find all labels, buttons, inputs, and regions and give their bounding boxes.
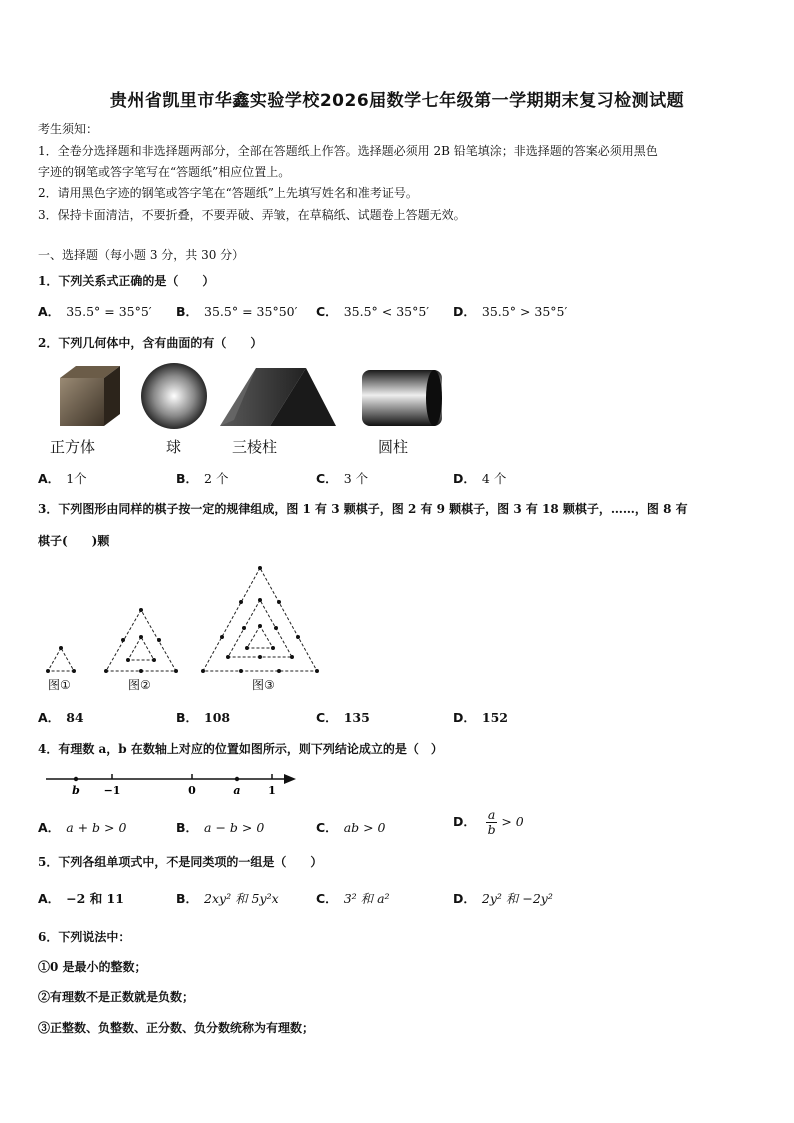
- q6-item-3: ③正整数、负整数、正分数、负分数统称为有理数；: [38, 1021, 315, 1035]
- figure-label-2: 图②: [128, 678, 151, 692]
- q2-option-c: C． 3 个: [316, 471, 369, 486]
- sphere-shape: [141, 363, 207, 429]
- shape-label-sphere: 球: [166, 438, 182, 456]
- q5-option-c: C． 3² 和 a²: [316, 891, 390, 906]
- q2-stem: 2．下列几何体中，含有曲面的有（ ）: [38, 336, 263, 350]
- q2-option-b: B． 2 个: [176, 471, 229, 486]
- solids-figure: [44, 360, 454, 435]
- q1-stem: 1．下列关系式正确的是（ ）: [38, 274, 215, 288]
- fraction-a-over-b: $\frac{a}{b}$: [487, 807, 496, 837]
- q5-stem: 5．下列各组单项式中，不是同类项的一组是（ ）: [38, 855, 323, 869]
- q2-option-d: D． 4 个: [453, 471, 507, 486]
- notice-item-2: 2．请用黑色字迹的钢笔或答字笔在“答题纸”上先填写姓名和准考证号。: [38, 186, 418, 200]
- q6-item-1: ①0 是最小的整数；: [38, 960, 147, 974]
- section-heading: 一、选择题（每小题 3 分，共 30 分）: [38, 248, 245, 262]
- q2-option-a: A． 1个: [38, 471, 87, 486]
- q3-option-b: B． 108: [176, 710, 231, 725]
- q3-stem-line1: 3．下列图形由同样的棋子按一定的规律组成，图 1 有 3 颗棋子，图 2 有 9 颗棋子，图 3 有 18 颗棋子，……，图 8 有: [38, 502, 688, 516]
- exam-title: 贵州省凯里市华鑫实验学校2026届数学七年级第一学期期末复习检测试题: [109, 91, 685, 111]
- q3-option-d: D． 152: [453, 710, 508, 725]
- q5-option-d: D． 2y² 和 −2y²: [453, 891, 553, 906]
- axis-label-a: a: [233, 784, 241, 797]
- shape-label-cube: 正方体: [50, 438, 96, 456]
- cube-shape: [60, 366, 120, 426]
- q4-option-d: D． $\frac{a}{b}$ > 0: [453, 807, 524, 837]
- notice-heading: 考生须知：: [38, 122, 99, 136]
- q3-option-c: C． 135: [316, 710, 370, 725]
- q4-option-c: C． ab > 0: [316, 820, 386, 835]
- q1-option-b: B． 35.5° = 35°50′: [176, 304, 298, 319]
- notice-item-3: 3．保持卡面清洁，不要折叠，不要弄破、弄皱，在草稿纸、试题卷上答题无效。: [38, 208, 466, 222]
- notice-item-1-cont: 字迹的钢笔或答字笔写在“答题纸”相应位置上。: [38, 165, 291, 179]
- q1-option-a: A． 35.5° = 35°5′: [38, 304, 152, 319]
- q6-item-2: ②有理数不是正数就是负数；: [38, 990, 195, 1004]
- axis-label-0: 0: [188, 784, 196, 797]
- figure-label-1: 图①: [48, 678, 71, 692]
- q5-option-a: A． −2 和 11: [38, 891, 124, 906]
- axis-label-1: 1: [268, 784, 276, 797]
- shape-label-prism: 三棱柱: [232, 438, 278, 456]
- q4-option-b: B． a − b > 0: [176, 820, 265, 835]
- number-line-figure: [44, 770, 304, 800]
- q1-option-c: C． 35.5° < 35°5′: [316, 304, 430, 319]
- shape-label-cylinder: 圆柱: [378, 438, 409, 456]
- chess-pattern-figure: [38, 560, 338, 695]
- q3-option-a: A． 84: [38, 710, 84, 725]
- cylinder-shape: [362, 370, 442, 426]
- notice-item-1: 1．全卷分选择题和非选择题两部分，全部在答题纸上作答。选择题必须用 2B 铅笔填涂；非选择题的答案必须用黑色: [38, 144, 658, 158]
- q5-option-b: B． 2xy² 和 5y²x: [176, 891, 279, 906]
- q6-stem: 6．下列说法中：: [38, 930, 131, 944]
- axis-label-b: b: [72, 784, 80, 797]
- q4-stem: 4．有理数 a，b 在数轴上对应的位置如图所示，则下列结论成立的是（ ）: [38, 742, 443, 756]
- triangular-prism-shape: [220, 368, 336, 426]
- axis-label-neg1: −1: [103, 784, 121, 797]
- figure-label-3: 图③: [252, 678, 275, 692]
- q1-option-d: D． 35.5° > 35°5′: [453, 304, 568, 319]
- q3-stem-line2: 棋子( )颗: [38, 534, 110, 548]
- q4-option-a: A． a + b > 0: [38, 820, 127, 835]
